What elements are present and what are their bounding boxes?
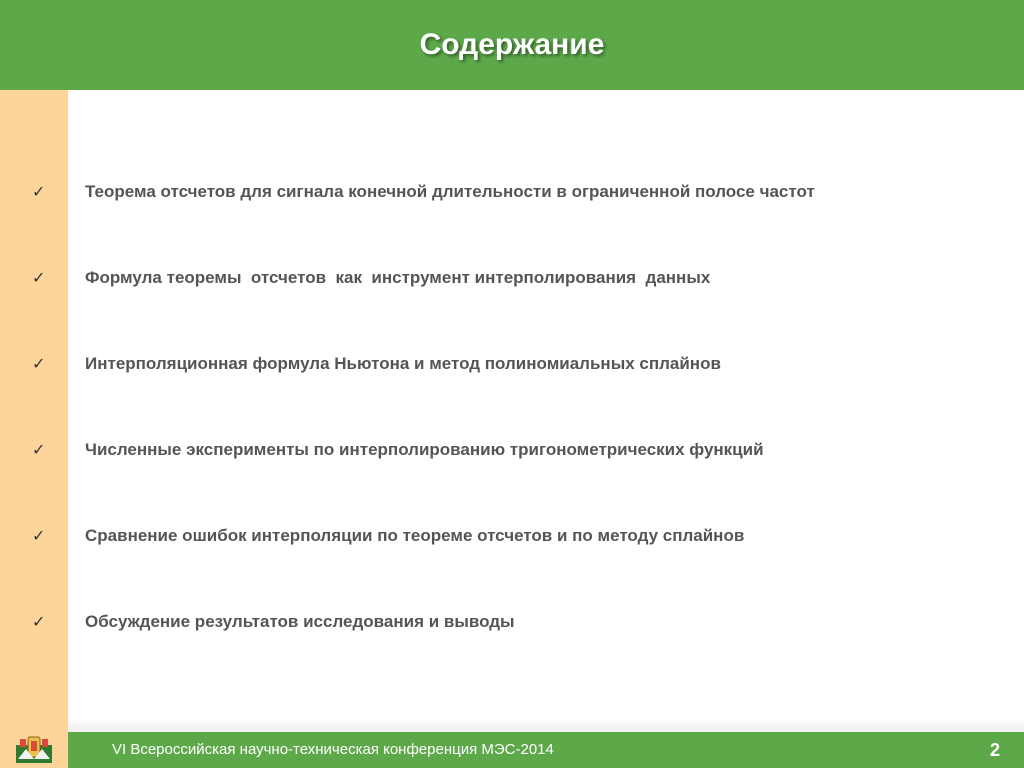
list-item (0, 525, 1024, 555)
content-divider (68, 718, 1024, 732)
check-mark-icon: ✓ (32, 442, 46, 459)
conference-title: VI Всероссийская научно-техническая конференция МЭС-2014 (112, 741, 554, 758)
list-item (0, 353, 1024, 383)
coat-of-arms-logo (14, 735, 54, 765)
list-item-label: Формула теоремы отсчетов как инструмент интерполирования данных (85, 268, 711, 287)
list-item-label: Обсуждение результатов исследования и выводы (85, 612, 515, 631)
page-number: 2 (989, 740, 1000, 760)
list-item-label: Численные эксперименты по интерполированию тригонометрических функций (85, 440, 764, 459)
check-mark-icon: ✓ (32, 270, 46, 287)
list-item-label: Сравнение ошибок интерполяции по теореме отсчетов и по методу сплайнов (85, 526, 745, 545)
list-item (0, 267, 1024, 297)
list-item (0, 611, 1024, 641)
list-item (0, 439, 1024, 469)
page-title: Содержание (419, 28, 605, 61)
check-mark-icon: ✓ (32, 184, 46, 201)
header-bar (0, 0, 1024, 90)
check-mark-icon: ✓ (32, 614, 46, 631)
footer-bar (68, 732, 1024, 768)
check-mark-icon: ✓ (32, 528, 46, 545)
list-item (0, 181, 1024, 211)
check-mark-icon: ✓ (32, 356, 46, 373)
list-item-label: Интерполяционная формула Ньютона и метод полиномиальных сплайнов (85, 354, 721, 373)
list-item-label: Теорема отсчетов для сигнала конечной длительности в ограниченной полосе частот (85, 182, 815, 201)
